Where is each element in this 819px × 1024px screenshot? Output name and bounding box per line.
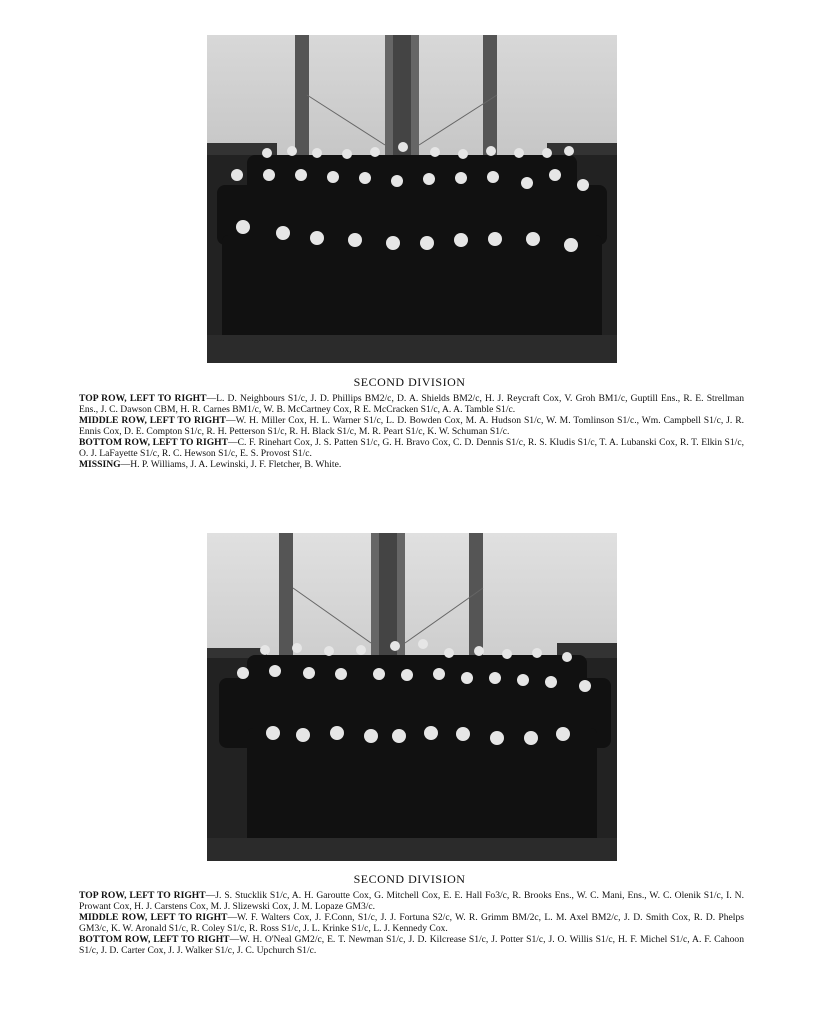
row-names: —J. S. Stucklik S1/c, A. H. Garoutte Cox, G. Mitchell Cox, E. E. Hall Fo3/c, R. Brooks Ens., W. C. Mani, Ens., W. C. Olenik S1/c, I. N. Prowant Cox, H. J. Carstens Cox, M. J. Slizewski Cox, J. M. Lopaze GM3/c. [79, 890, 744, 912]
caption-row [79, 934, 744, 956]
row-heading: BOTTOM ROW, LEFT TO RIGHT [79, 437, 229, 448]
row-names: —H. P. Williams, J. A. Lewinski, J. F. Fletcher, B. White. [120, 459, 342, 470]
row-heading: TOP ROW, LEFT TO RIGHT [79, 393, 207, 404]
row-names: —C. F. Rinehart Cox, J. S. Patten S1/c, G. H. Bravo Cox, C. D. Dennis S1/c, R. S. Kludis S1/c, T. A. Lubanski Cox, R. T. Elkin S1/c, O. J. LaFayette S1/c, R. C. Hewson S1/c, E. S. Provost S1/c. [79, 437, 745, 459]
section-title: SECOND DIVISION [353, 872, 466, 886]
caption-row [79, 459, 744, 470]
row-heading: MIDDLE ROW, LEFT TO RIGHT [79, 912, 228, 923]
row-heading: BOTTOM ROW, LEFT TO RIGHT [79, 934, 230, 945]
photo-illustration-top [207, 35, 617, 363]
caption-row [79, 415, 744, 437]
section-title: SECOND DIVISION [353, 375, 466, 389]
caption-row [79, 393, 744, 415]
row-names: —L. D. Neighbours S1/c, J. D. Phillips BM2/c, D. A. Shields BM2/c, H. J. Reycraft Cox, V. Groh BM1/c, Guptill Ens., R. E. Strellman Ens., J. C. Dawson CBM, H. R. Carnes BM1/c, W. B. McCartney Cox, R E. McCracken S1/c, A. A. Tamble S1/c. [79, 393, 745, 415]
group-photo-bottom [207, 533, 617, 861]
caption-block [79, 393, 744, 470]
caption-row [79, 437, 744, 459]
row-heading: MISSING [79, 459, 121, 470]
caption-block [79, 890, 744, 956]
row-heading: TOP ROW, LEFT TO RIGHT [79, 890, 206, 901]
photo-illustration-bottom [207, 533, 617, 861]
row-heading: MIDDLE ROW, LEFT TO RIGHT [79, 415, 226, 426]
row-names: —W. H. Miller Cox, H. L. Warner S1/c, L. D. Bowden Cox, M. A. Hudson S1/c, W. M. Tomlinson S1/c., Wm. Campbell S1/c, J. R. Ennis Cox, D. E. Compton S1/c, R. H. Petterson S1/c, R. H. Black S1/c, M. R. Peart S1/c, K. W. Schuman S1/c. [79, 415, 745, 437]
group-photo-top [207, 35, 617, 363]
caption-row [79, 912, 744, 934]
row-names: —W. F. Walters Cox, J. F.Conn, S1/c, J. J. Fortuna S2/c, W. R. Grimm BM/2c, L. M. Axel BM2/c, J. D. Smith Cox, R. D. Phelps GM3/c, K. W. Aronald S1/c, R. Coley S1/c, R. Ross S1/c, J. L. Krinke S1/c, L. J. Kennedy Cox. [79, 912, 744, 934]
caption-row [79, 890, 744, 912]
row-names: —W. H. O'Neal GM2/c, E. T. Newman S1/c, J. D. Kilcrease S1/c, J. Potter S1/c, J. O. Willis S1/c, H. F. Michel S1/c, A. F. Cahoon S1/c, J. D. Carter Cox, J. J. Walker S1/c, J. C. Upchurch S1/c. [79, 934, 744, 956]
